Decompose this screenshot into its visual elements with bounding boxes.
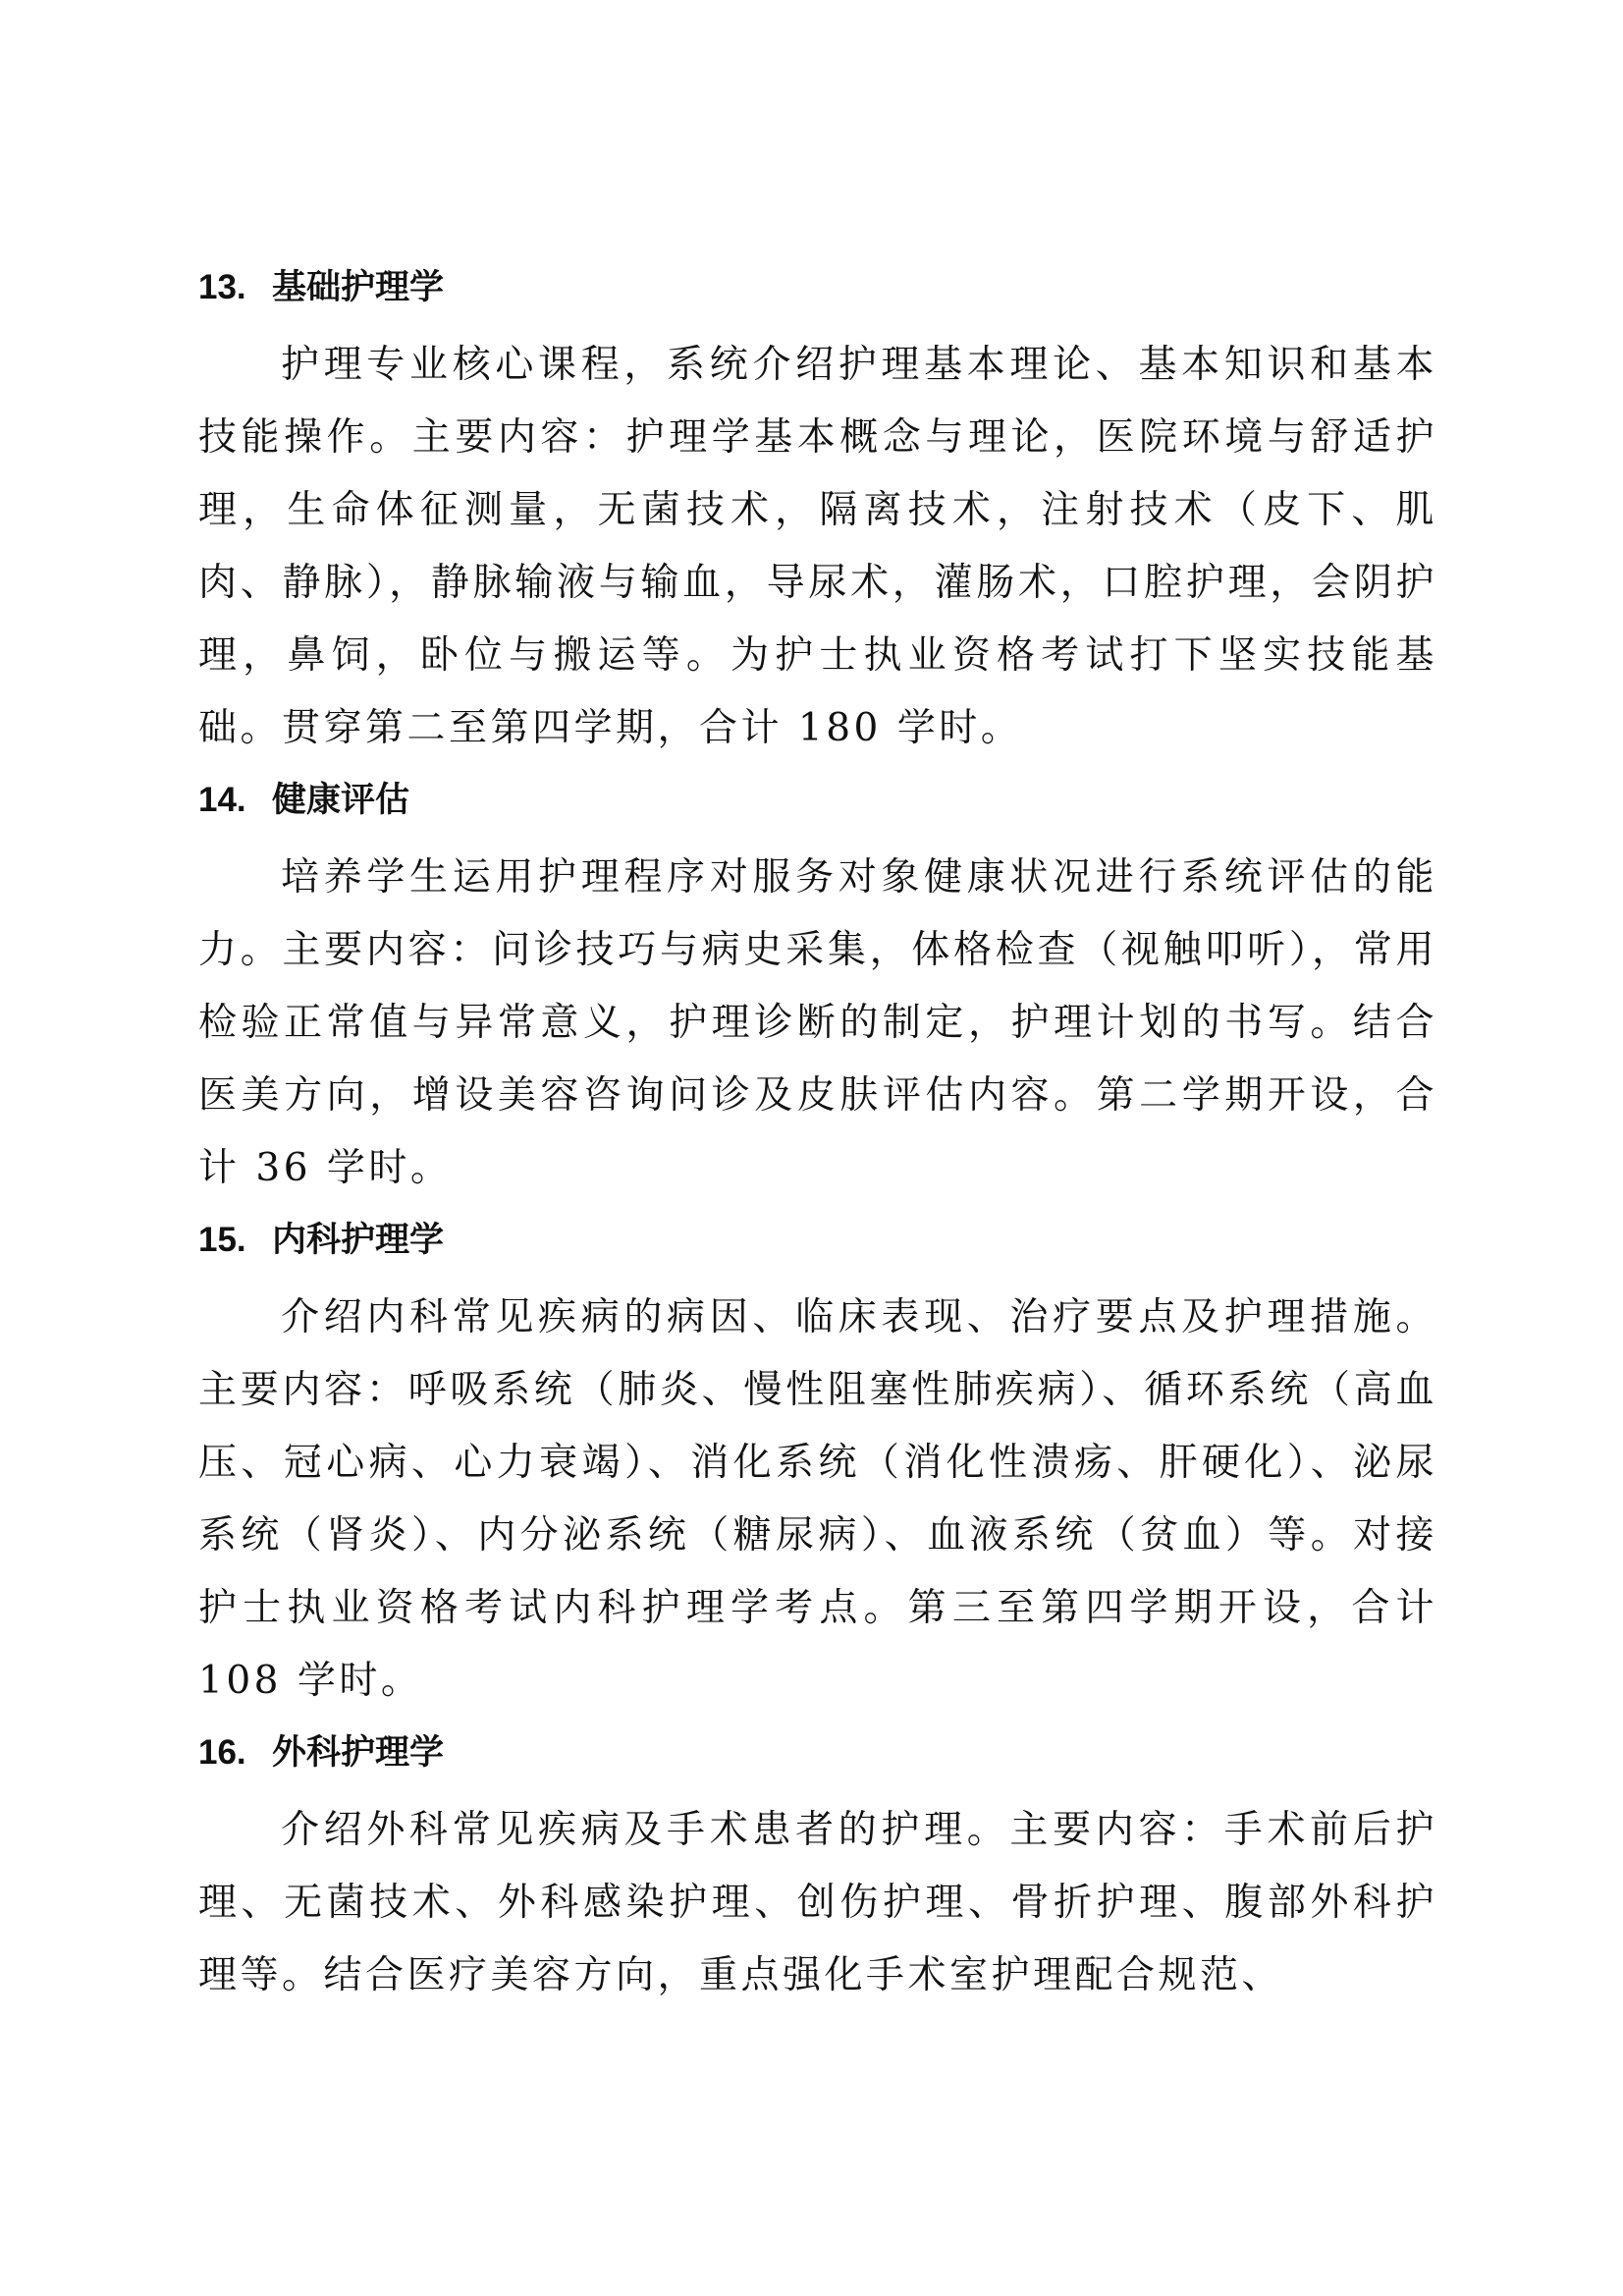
section-title: 内科护理学 (272, 1221, 445, 1260)
section-title: 外科护理学 (272, 1733, 445, 1773)
course-section-15 (198, 1221, 1437, 1718)
section-title: 健康评估 (272, 781, 410, 820)
section-heading (198, 1221, 1437, 1260)
page-content (198, 268, 1437, 2012)
section-number: 14. (198, 781, 246, 819)
section-body: 介绍外科常见疾病及手术患者的护理。主要内容：手术前后护理、无菌技术、外科感染护理、创伤护理、骨折护理、腹部外科护理等。结合医疗美容方向，重点强化手术室护理配合规范、 (198, 1808, 1437, 1997)
course-section-14 (198, 781, 1437, 1205)
section-body: 护理专业核心课程，系统介绍护理基本理论、基本知识和基本技能操作。主要内容：护理学基本概念与理论，医院环境与舒适护理，生命体征测量，无菌技术，隔离技术，注射技术（皮下、肌肉、静脉），静脉输液与输血，导尿术，灌肠术，口腔护理，会阴护理，鼻饲，卧位与搬运等。为护士执业资格考试打下坚实技能基础。贯穿第二至第四学期，合计 180 学时。 (198, 343, 1437, 750)
section-body: 培养学生运用护理程序对服务对象健康状况进行系统评估的能力。主要内容：问诊技巧与病史采集，体格检查（视触叩听），常用检验正常值与异常意义，护理诊断的制定，护理计划的书写。结合医美方向，增设美容咨询问诊及皮肤评估内容。第二学期开设，合计 36 学时。 (198, 855, 1437, 1190)
section-heading (198, 268, 1437, 307)
course-section-16 (198, 1733, 1437, 2012)
section-heading (198, 1733, 1437, 1773)
section-title: 基础护理学 (272, 268, 445, 307)
section-heading (198, 781, 1437, 820)
section-body: 介绍内科常见疾病的病因、临床表现、治疗要点及护理措施。主要内容：呼吸系统（肺炎、慢性阻塞性肺疾病）、循环系统（高血压、冠心病、心力衰竭）、消化系统（消化性溃疡、肝硬化）、泌尿系统（肾炎）、内分泌系统（糖尿病）、血液系统（贫血）等。对接护士执业资格考试内科护理学考点。第三至第四学期开设，合计 108 学时。 (198, 1295, 1437, 1703)
course-section-13 (198, 268, 1437, 765)
section-number: 13. (198, 268, 246, 306)
section-number: 16. (198, 1733, 246, 1772)
section-number: 15. (198, 1221, 246, 1259)
